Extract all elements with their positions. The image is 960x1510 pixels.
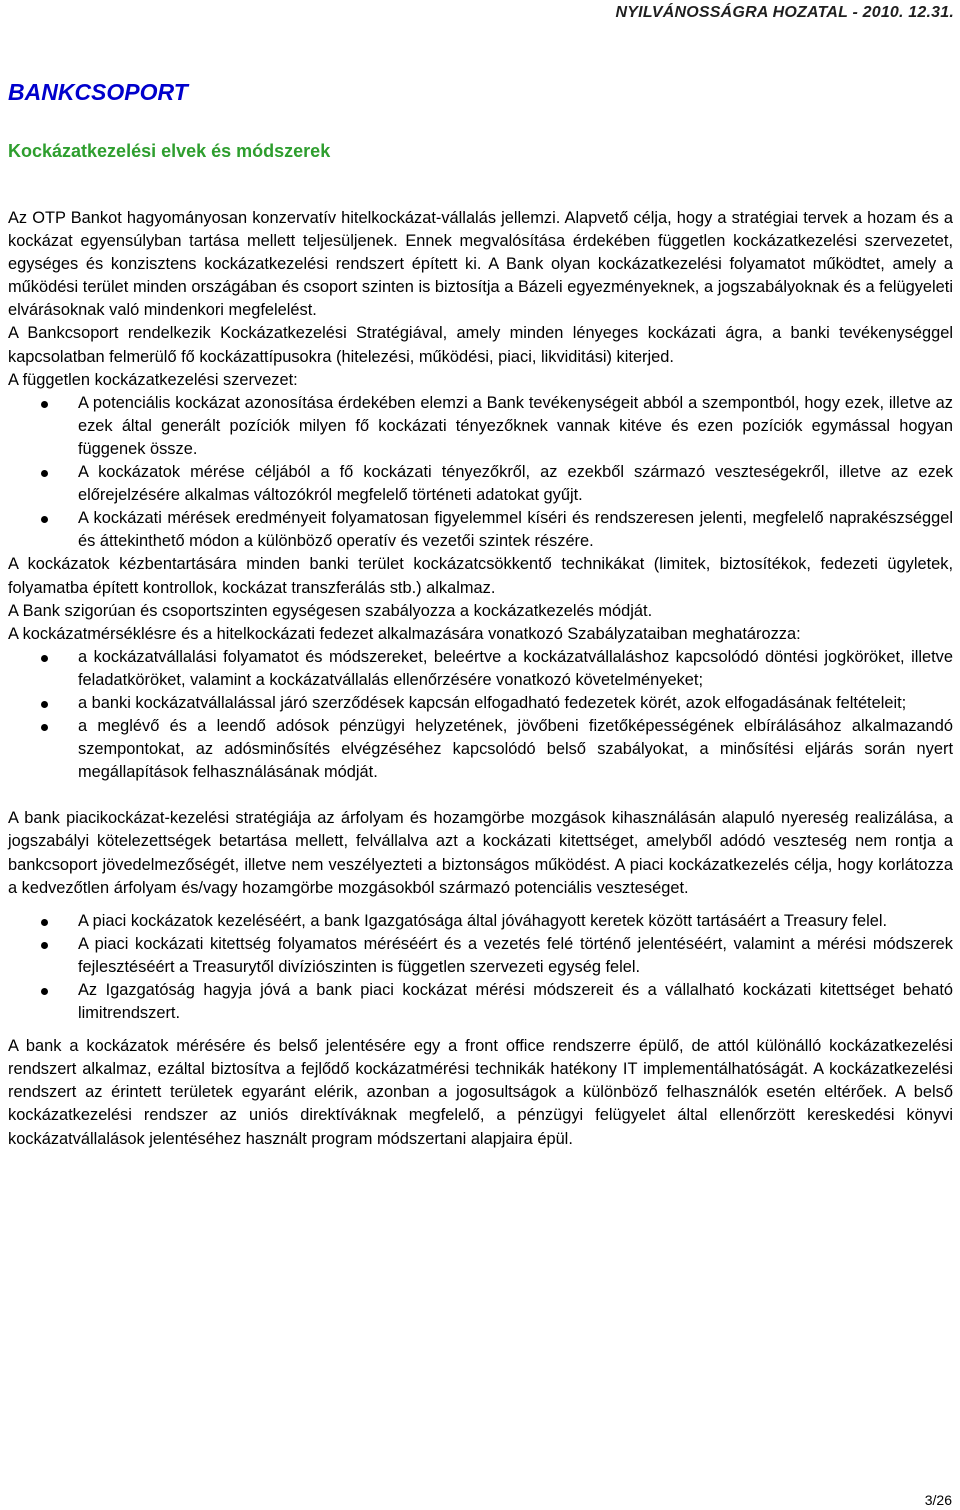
list-item-text: a kockázatvállalási folyamatot és módszereket, beleértve a kockázatvállaláshoz kapcsolódó döntési jogköröket, illetve feladatköröket, valamint a kockázatvállalás ellenőrzésére vonatkozó követelményeket;	[78, 647, 953, 689]
paragraph: A kockázatmérséklésre és a hitelkockázati fedezet alkalmazására vonatkozó Szabályzataiban meghatározza:	[8, 624, 801, 643]
list-item	[8, 933, 953, 979]
document-header: NYILVÁNOSSÁGRA HOZATAL - 2010. 12.31.	[615, 4, 954, 21]
list-item-text: A kockázati mérések eredményeit folyamatosan figyelemmel kíséri és rendszeresen jelenti, megfelelő naprakészséggel és áttekinthető módon a különböző operatív és vezetői szintek részére.	[78, 509, 953, 551]
bullet-icon	[41, 724, 48, 731]
bullet-icon	[41, 701, 48, 708]
bullet-icon	[41, 919, 48, 926]
page-number: 3/26	[924, 1492, 952, 1508]
section-title: BANKCSOPORT	[8, 79, 188, 105]
list-item-text: A potenciális kockázat azonosítása érdekében elemzi a Bank tevékenységeit abból a szempontból, hogy ezek, illetve az ezek által generált pozíciók milyen fő kockázati tényezőknek vannak kitéve és ezen pozíciók egymással hogyan függenek össze.	[78, 393, 953, 458]
list-item-text: a banki kockázatvállalással járó szerződések kapcsán elfogadható fedezetek körét, azok elfogadásának feltételeit;	[78, 693, 907, 712]
list-item	[8, 461, 953, 507]
bullet-icon	[41, 516, 48, 523]
paragraph: A Bank szigorúan és csoportszinten egységesen szabályozza a kockázatkezelés módját.	[8, 601, 653, 620]
list-item-text: A piaci kockázati kitettség folyamatos méréséért és a vezetés felé történő jelentéséért, valamint a mérési módszerek fejlesztéséért a Treasurytől divíziószinten is független szervezeti egység felel.	[78, 934, 953, 976]
list-item	[8, 715, 953, 784]
bullet-icon	[41, 470, 48, 477]
bullet-icon	[41, 942, 48, 949]
bullet-icon	[41, 655, 48, 662]
section-subtitle: Kockázatkezelési elvek és módszerek	[8, 141, 331, 161]
bullet-list	[8, 646, 953, 785]
bullet-list	[8, 392, 953, 554]
list-item	[8, 507, 953, 553]
paragraph: A Bankcsoport rendelkezik Kockázatkezelési Stratégiával, amely minden lényeges kockázati ágra, a banki tevékenységgel kapcsolatban felmerülő fő kockázattípusokra (hitelezési, működési, piaci, likviditási) kiterjed.	[8, 324, 953, 366]
bullet-list	[8, 910, 953, 1025]
document-body	[8, 207, 953, 1151]
paragraph: A bank piacikockázat-kezelési stratégiája az árfolyam és hozamgörbe mozgások kihasználásán alapuló nyereség realizálása, a jogszabályi kötelezettségek betartása mellett, felvállalva azt a kockázati kitettséget, amelyből adódó veszteség nem rontja a bankcsoport jövedelmezőségét, illetve nem veszélyezteti a biztonságos működést. A piaci kockázatkezelés célja, hogy korlátozza a kedvezőtlen árfolyam és/vagy hozamgörbe mozgásokból származó potenciális veszteséget.	[8, 809, 953, 897]
list-item	[8, 392, 953, 461]
paragraph: Az OTP Bankot hagyományosan konzervatív hitelkockázat-vállalás jellemzi. Alapvető célja, hogy a stratégiai tervek a hozam és a kockázat egyensúlyban tartása mellett teljesüljenek. Ennek megvalósítása érdekében független kockázatkezelési szervezetet, egységes és konzisztens kockázatkezelési rendszert épített ki. A Bank olyan kockázatkezelési folyamatot működtet, amely a működési terület minden országában és csoport szinten is biztosítja a Bázeli egyezményeknek, a jogszabályoknak és a felügyeleti elvárásoknak való mindenkori megfelelést.	[8, 209, 953, 320]
list-item-text: A kockázatok mérése céljából a fő kockázati tényezőkről, az ezekből származó veszteségekről, illetve az ezek előrejelzésére alkalmas változókról megfelelő történeti adatokat gyűjt.	[78, 463, 953, 505]
list-item-text: Az Igazgatóság hagyja jóvá a bank piaci kockázat mérési módszereit és a vállalható kockázati kitettséget beható limitrendszert.	[78, 981, 953, 1023]
bullet-icon	[41, 401, 48, 408]
list-item	[8, 910, 953, 933]
list-item	[8, 646, 953, 692]
bullet-icon	[41, 988, 48, 995]
list-item	[8, 979, 953, 1025]
list-item-text: a meglévő és a leendő adósok pénzügyi helyzetének, jövőbeni fizetőképességének elbírálásához alkalmazandó szempontokat, az adósminősítés elvégzéséhez kapcsolódó belső szabályokat, a minősítési eljárás során nyert megállapítások felhasználásának módját.	[78, 717, 953, 782]
paragraph: A bank a kockázatok mérésére és belső jelentésére egy a front office rendszerre épülő, de attól különálló kockázatkezelési rendszert alkalmaz, ezáltal biztosítva a fejlődő kockázatmérési technikák hatékony IT implementálhatóságát. A kockázatkezelési rendszert az érintett területek egyaránt elérik, azonban a jogosultságok a különböző felhasználók esetén eltérőek. A belső kockázatkezelési rendszer az uniós direktíváknak megfelelő, a pénzügyi felügyelet által ellenőrzött kereskedési könyvi kockázatvállalások jelentéséhez használt program módszertani alapjaira épül.	[8, 1037, 953, 1148]
list-item-text: A piaci kockázatok kezeléséért, a bank Igazgatósága által jóváhagyott keretek között tartásáért a Treasury felel.	[78, 911, 888, 930]
paragraph: A kockázatok kézbentartására minden banki terület kockázatcsökkentő technikákat (limitek, biztosítékok, fedezeti ügyletek, folyamatba épített kontrollok, kockázat transzferálás stb.) alkalmaz.	[8, 555, 953, 597]
list-item	[8, 692, 953, 715]
paragraph: A független kockázatkezelési szervezet:	[8, 370, 298, 389]
